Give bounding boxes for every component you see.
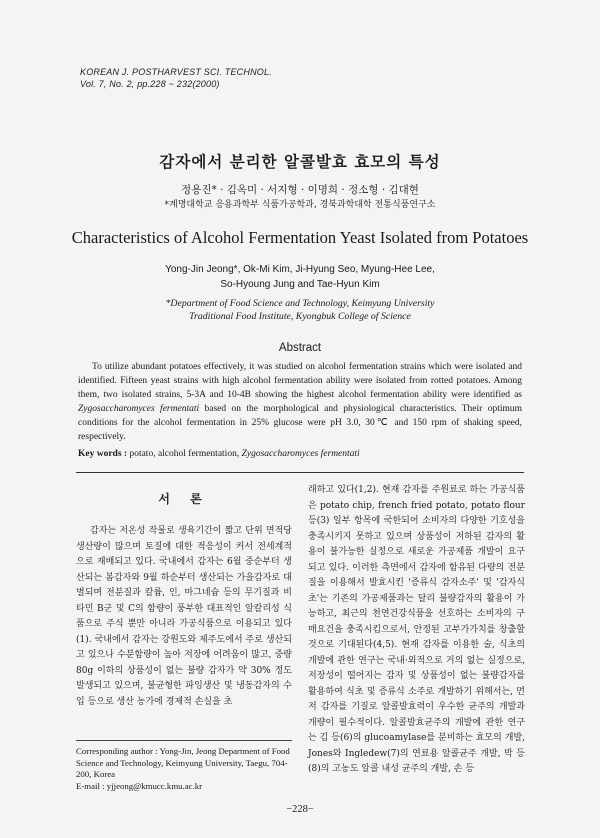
section-heading-introduction: 서 론 [158,492,210,506]
keywords [78,449,522,459]
korean-authors: 정용진* · 김옥미 · 서지형 · 이명희 · 정소형 · 김대현 [181,184,419,196]
page-number: −228− [286,804,314,815]
introduction-left-column: 감자는 저온성 작물로 생육기간이 짧고 단위 면적당 생산량이 많으며 토질에 대한 적응성이 커서 전세계적으로 재배되고 있다. 국내에서 감자는 6월 중순부터 생산되는 봄감자와 9월 하순부터 생산되는 가을감자로 대별되며 전분질과 칼륨, 인, 마그네슘 등의 무기질과 비타민 B군 및 C의 함량이 풍부한 대표적인 알칼리성 식품으로 주식 뿐만 아니라 가공식품으로 이용되고 있다(1). 국내에서 감자는 강원도와 제주도에서 주로 생산되고 있으나 수분함량이 높아 저장에 어려움이 많고, 중량 80g 이하의 상품성이 없는 불량 감자가 약 30% 정도 발생되고 있으며, 불균형한 파잉생산 및 냉동감자의 수입 등으로 생산 농가에 경제적 손실을 초 [76,526,292,707]
divider [76,472,524,473]
english-authors-line1: Yong-Jin Jeong*, Ok-Mi Kim, Ji-Hyung Seo, Myung-Hee Lee, [165,264,435,275]
abstract-text-part2: based on the morphological and physiological characteristics. Their optimum conditions for the alcohol fermentation in 25% glucose were pH 3.0, 30℃ and 150 rpm of shaking speed, respectively. [78,404,523,442]
english-title: Characteristics of Alcohol Fermentation Yeast Isolated from Potatoes [71,228,529,247]
keywords-label: Key words : [78,449,128,459]
english-authors-line2: So-Hyoung Jung and Tae-Hyun Kim [220,279,380,290]
journal-name: KOREAN J. POSTHARVEST SCI. TECHNOL. [80,67,272,77]
english-authors [0,262,600,292]
footnote-line1: Corresponding author : Yong-Jin, Jeong Department of Food Science and Technology, Keimyung University, Taegu, 704-200, Korea [76,746,290,779]
korean-title: 감자에서 분리한 알콜발효 효모의 특성 [159,153,441,171]
abstract-body [78,360,522,444]
korean-affiliation: *계명대학교 응용과학부 식품가공학과, 경북과학대학 전통식품연구소 [164,200,436,210]
footnote-divider [76,740,292,741]
journal-volume: Vol. 7, No. 2, pp.228 ~ 232(2000) [80,79,220,89]
keywords-species: Zygosaccharomyces fermentati [241,449,360,459]
english-affiliation-line1: *Department of Food Science and Technology, Keimyung University [165,298,435,309]
english-affiliation-line2: Traditional Food Institute, Kyongbuk College of Science [189,311,411,322]
corresponding-author-footnote [76,746,292,792]
abstract-heading: Abstract [278,342,322,354]
english-affiliation [0,297,600,323]
journal-header [80,66,272,90]
abstract-species: Zygosaccharomyces fermentati [78,404,200,414]
introduction-right-column: 래하고 있다(1,2). 현재 감자를 주원료로 하는 가공식품은 potato chip, french fried potato, potato flour 등(3) 일부 항목에 국한되어 소비자의 다양한 기호성을 충족시키지 못하고 있으며 상품성이 저하된 감자의 활용이 불가능한 실정으로 새로운 가공제품 개발이 요구되고 있다. 이러한 측면에서 감자에 함유된 다량의 전분질을 이용해서 발효시킨 '증류식 감자소주' 및 '감자식초'는 기존의 가공제품과는 달리 불량감자의 활용이 가능하고, 최근의 천연건강식품을 선호하는 소비자의 구매요건을 충족시킴으로서, 안정된 고부가가치를 창출할 것으로 기대된다(4,5). 현재 감자를 이용한 술, 식초의 개발에 관한 연구는 국내·외적으로 거의 없는 실정으로, 저장성이 떨어지는 감자 및 상품성이 없는 불량감자를 활용하여 식초 및 증류식 소주로 개발하기 위해서는, 먼저 감자를 기질로 알콜발효력이 우수한 균주의 개발과 개량이 필수적이다. 알콜발효균주의 개발에 관한 연구는 김 등(6)의 glucoamylase를 분비하는 효모의 개발, Jones와 Ingledew(7)의 연료용 알콜균주 개발, 박 등(8)의 고농도 알콜 내성 균주의 개발, 손 등 [308,485,525,774]
abstract-text-part1: To utilize abundant potatoes effectively, it was studied on alcohol fermentation strains which were isolated and identified. Fifteen yeast strains with high alcohol fermentation ability were isolated from rotted potatoes. Among them, two isolated strains, 5-3A and 10-4B showing the highest alcohol fermentation ability were identified as [78,362,522,400]
footnote-email: E-mail : yjjeong@kmucc.kmu.ac.kr [76,780,203,791]
keywords-text: potato, alcohol fermentation, [129,449,240,459]
